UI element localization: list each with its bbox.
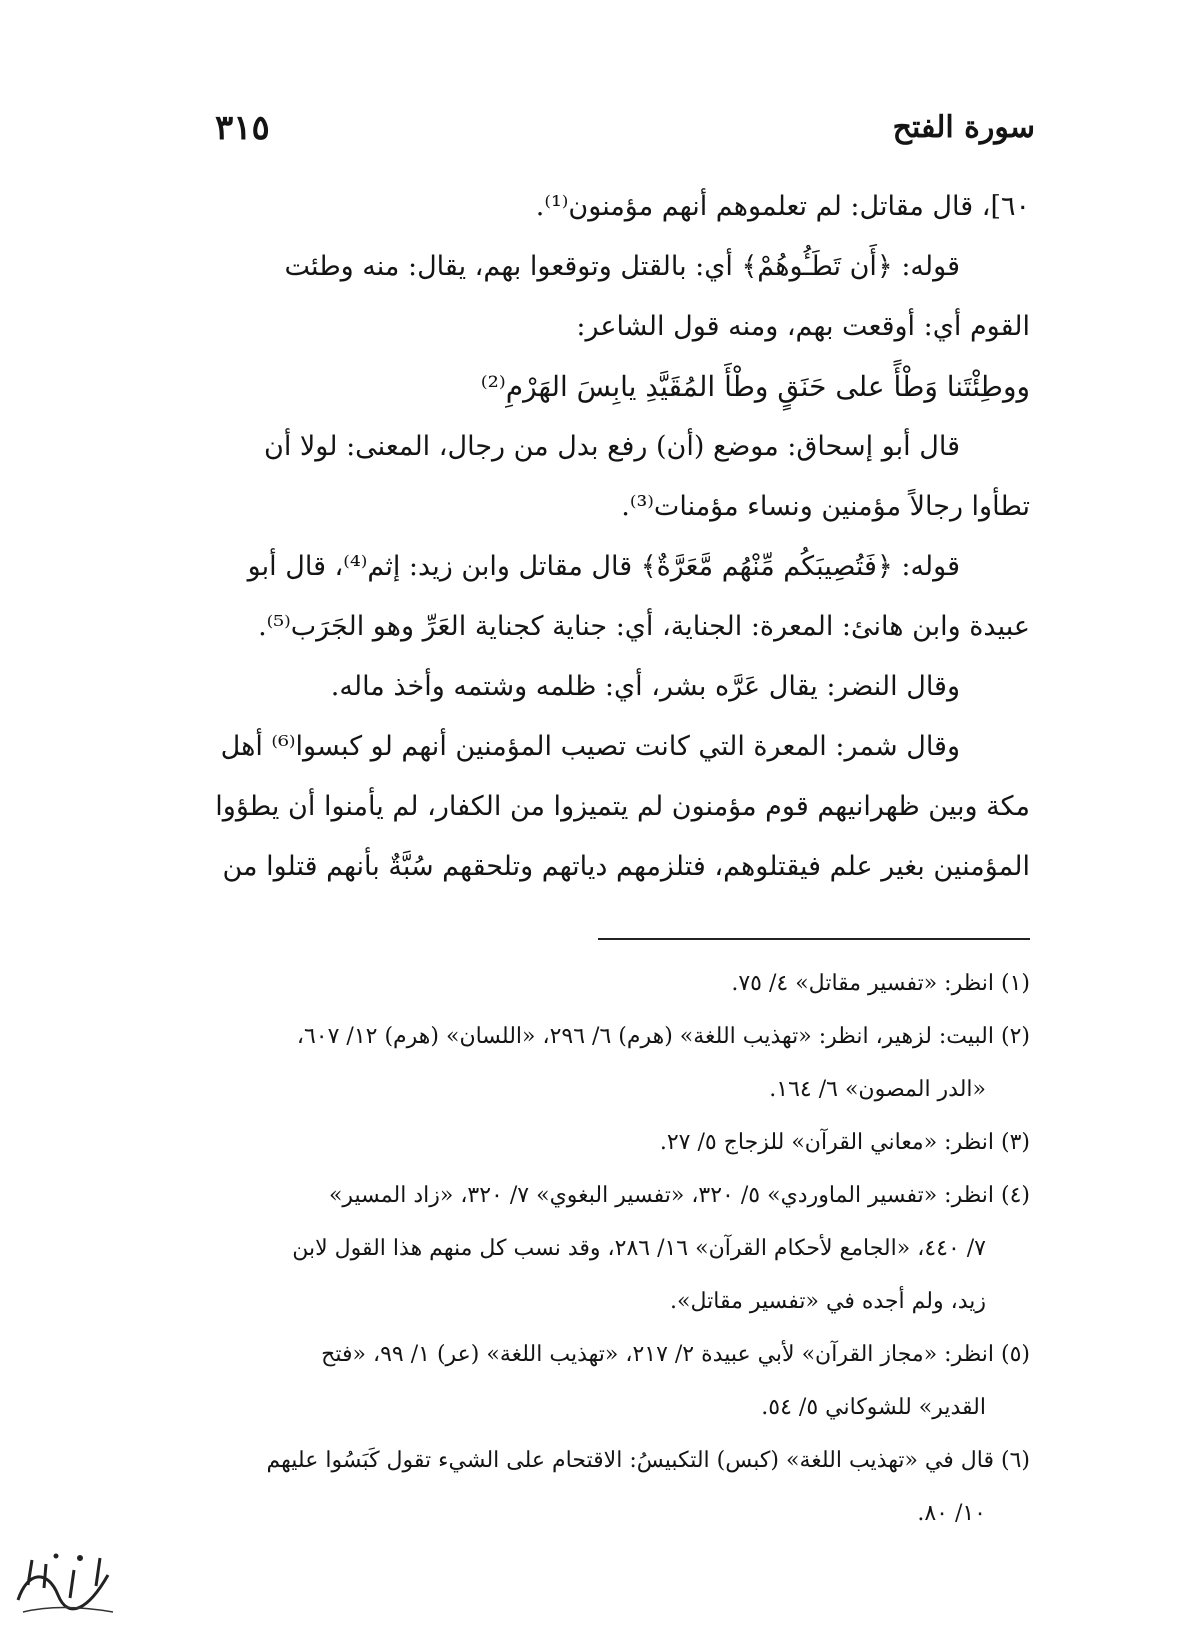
text-line: وقال شمر: المعرة التي كانت تصيب المؤمنين أنهم لو كبسوا⁽⁶⁾ أهل	[220, 731, 960, 762]
running-head	[0, 110, 1185, 160]
main-text	[150, 177, 1030, 897]
footnote-line: (١) انظر: «تفسير مقاتل» ٤/ ٧٥.	[731, 971, 1030, 996]
footnote-line: زيد، ولم أجده في «تفسير مقاتل».	[670, 1289, 986, 1314]
page-number: ٣١٥	[215, 108, 270, 148]
text-line: ٦٠]، قال مقاتل: لم تعلموهم أنهم مؤمنون⁽¹⁾.	[535, 191, 1030, 222]
footnotes	[150, 957, 1030, 1540]
footnote-line: ٧/ ٤٤٠، «الجامع لأحكام القرآن» ١٦/ ٢٨٦، وقد نسب كل منهم هذا القول لابن	[292, 1236, 986, 1261]
footnote-line: «الدر المصون» ٦/ ١٦٤.	[769, 1077, 986, 1102]
footnote-line: (٢) البيت: لزهير، انظر: «تهذيب اللغة» (هرم) ٦/ ٢٩٦، «اللسان» (هرم) ١٢/ ٦٠٧،	[296, 1024, 1030, 1049]
text-line: المؤمنين بغير علم فيقتلوهم، فتلزمهم دياتهم وتلحقهم سُبَّةٌ بأنهم قتلوا من	[222, 851, 1030, 882]
text-line: القوم أي: أوقعت بهم، ومنه قول الشاعر:	[576, 311, 1030, 342]
poetry-verse: ووطِئْتَنا وَطْأً على حَنَقٍ وطْأَ المُقَيَّدِ يابِسَ الهَرْمِ⁽²⁾	[480, 370, 1030, 403]
text-line: قوله: ﴿أَن تَطَـُٔوهُمْ﴾ أي: بالقتل وتوقعوا بهم، يقال: منه وطئت	[284, 251, 960, 282]
footnote-separator	[598, 938, 1030, 940]
footnote-line: (٦) قال في «تهذيب اللغة» (كبس) التكبيسُ: الاقتحام على الشيء تقول كَبَسُوا عليهم	[266, 1448, 1030, 1473]
text-line: وقال النضر: يقال عَرَّه بشر، أي: ظلمه وشتمه وأخذ ماله.	[330, 671, 960, 702]
surah-name: سورة الفتح	[892, 110, 1035, 145]
text-line: مكة وبين ظهرانيهم قوم مؤمنون لم يتميزوا من الكفار، لم يأمنوا أن يطؤوا	[215, 791, 1030, 822]
text-line: تطأوا رجالاً مؤمنين ونساء مؤمنات⁽³⁾.	[621, 491, 1030, 522]
footnote-line: (٣) انظر: «معاني القرآن» للزجاج ٥/ ٢٧.	[659, 1130, 1030, 1155]
footnote-line: (٥) انظر: «مجاز القرآن» لأبي عبيدة ٢/ ٢١٧، «تهذيب اللغة» (عر) ١/ ٩٩، «فتح	[321, 1342, 1030, 1367]
footnote-line: ١٠/ ٨٠.	[917, 1501, 986, 1526]
footnote-line: القدير» للشوكاني ٥/ ٥٤.	[761, 1395, 986, 1420]
text-line: عبيدة وابن هانئ: المعرة: الجناية، أي: جناية كجناية العَرِّ وهو الجَرَب⁽⁵⁾.	[258, 611, 1030, 642]
text-line: قوله: ﴿فَتُصِيبَكُم مِّنْهُم مَّعَرَّةٌ﴾ قال مقاتل وابن زيد: إثم⁽⁴⁾، قال أبو	[247, 551, 960, 582]
publisher-logo	[8, 1540, 124, 1624]
text-line: قال أبو إسحاق: موضع (أن) رفع بدل من رجال، المعنى: لولا أن	[264, 431, 960, 462]
footnote-line: (٤) انظر: «تفسير الماوردي» ٥/ ٣٢٠، «تفسير البغوي» ٧/ ٣٢٠، «زاد المسير»	[328, 1183, 1030, 1208]
